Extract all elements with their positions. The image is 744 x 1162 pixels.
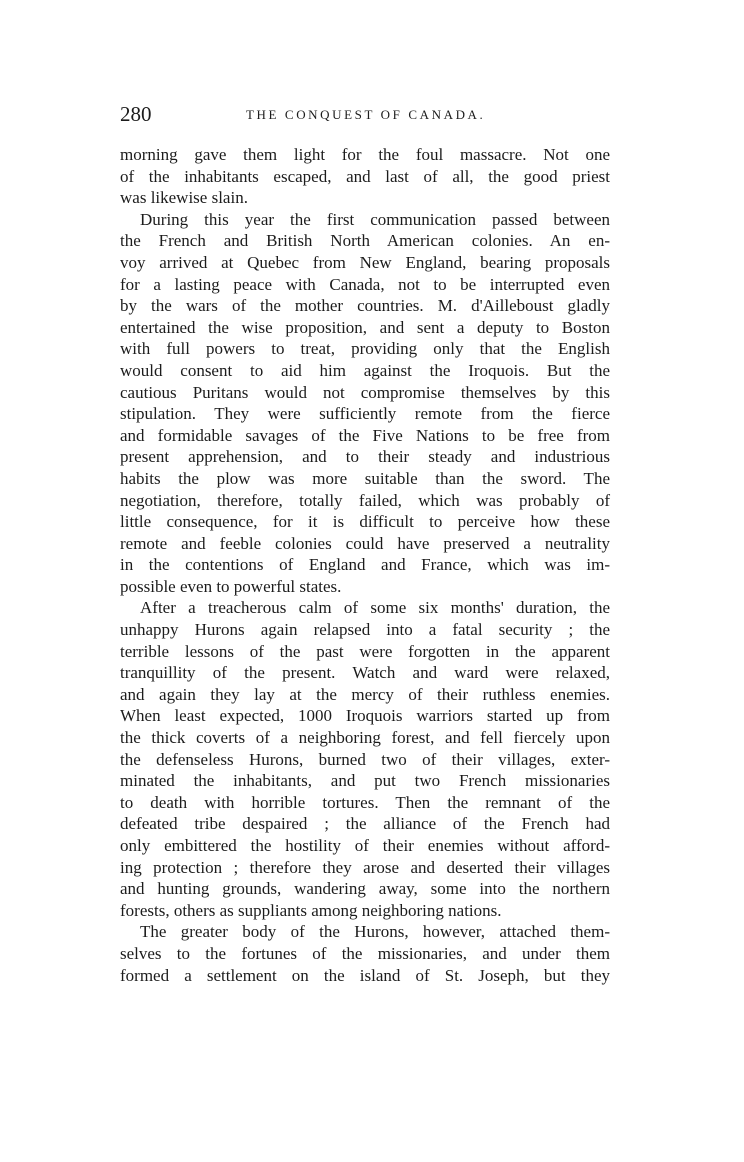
text-line: and formidable savages of the Five Nations to be free from	[120, 425, 610, 445]
text-line: minated the inhabitants, and put two French missionaries	[120, 771, 610, 791]
text-line: in the contentions of England and France, which was im-	[120, 555, 610, 575]
text-line: morning gave them light for the foul massacre. Not one	[120, 145, 610, 164]
text-line: terrible lessons of the past were forgotten in the apparent	[120, 641, 610, 661]
text-line: present apprehension, and to their steady and industrious	[120, 447, 610, 467]
book-page	[120, 102, 610, 986]
text-line: of the inhabitants escaped, and last of all, the good priest	[120, 166, 610, 186]
page-number: 280	[120, 102, 152, 126]
text-line: little consequence, for it is difficult to perceive how these	[120, 512, 610, 532]
text-line: defeated tribe despaired ; the alliance of the French had	[120, 814, 610, 834]
text-line: forests, others as suppliants among neighboring nations.	[120, 900, 502, 920]
text-line: After a treacherous calm of some six months' duration, the	[140, 598, 610, 618]
text-line: formed a settlement on the island of St. Joseph, but they	[120, 965, 610, 985]
body-text	[120, 144, 610, 986]
running-title: THE CONQUEST OF CANADA.	[246, 107, 486, 122]
text-line: voy arrived at Quebec from New England, bearing proposals	[120, 252, 610, 272]
text-line: cautious Puritans would not compromise themselves by this	[120, 382, 610, 402]
text-line: possible even to powerful states.	[120, 576, 342, 596]
text-line: for a lasting peace with Canada, not to be interrupted even	[120, 274, 610, 294]
text-line: habits the plow was more suitable than the sword. The	[120, 468, 610, 488]
text-line: to death with horrible tortures. Then the remnant of the	[120, 792, 610, 812]
text-line: stipulation. They were sufficiently remote from the fierce	[120, 404, 610, 424]
text-line: with full powers to treat, providing only that the English	[120, 339, 610, 359]
text-line: selves to the fortunes of the missionaries, and under them	[120, 943, 610, 963]
text-line: and again they lay at the mercy of their ruthless enemies.	[120, 684, 610, 704]
text-line: would consent to aid him against the Iroquois. But the	[120, 360, 610, 380]
text-line: During this year the first communication passed between	[140, 209, 610, 229]
text-line: the French and British North American colonies. An en-	[120, 231, 610, 251]
text-line: tranquillity of the present. Watch and ward were relaxed,	[120, 663, 610, 683]
text-line: ing protection ; therefore they arose and deserted their villages	[120, 857, 610, 877]
text-line: and hunting grounds, wandering away, some into the northern	[120, 879, 610, 899]
text-line: the defenseless Hurons, burned two of their villages, exter-	[120, 749, 610, 769]
text-line: When least expected, 1000 Iroquois warriors started up from	[120, 706, 610, 726]
running-head	[120, 102, 610, 132]
text-line: only embittered the hostility of their enemies without afford-	[120, 836, 610, 855]
text-line: negotiation, therefore, totally failed, which was probably of	[120, 490, 610, 510]
text-line: unhappy Hurons again relapsed into a fatal security ; the	[120, 620, 610, 640]
text-line: by the wars of the mother countries. M. d'Ailleboust gladly	[120, 296, 610, 316]
text-line: the thick coverts of a neighboring forest, and fell fiercely upon	[120, 728, 610, 748]
text-line: The greater body of the Hurons, however, attached them-	[140, 922, 610, 942]
text-line: entertained the wise proposition, and sent a deputy to Boston	[120, 317, 610, 337]
text-line: remote and feeble colonies could have preserved a neutrality	[120, 533, 610, 553]
text-line: was likewise slain.	[120, 188, 248, 208]
